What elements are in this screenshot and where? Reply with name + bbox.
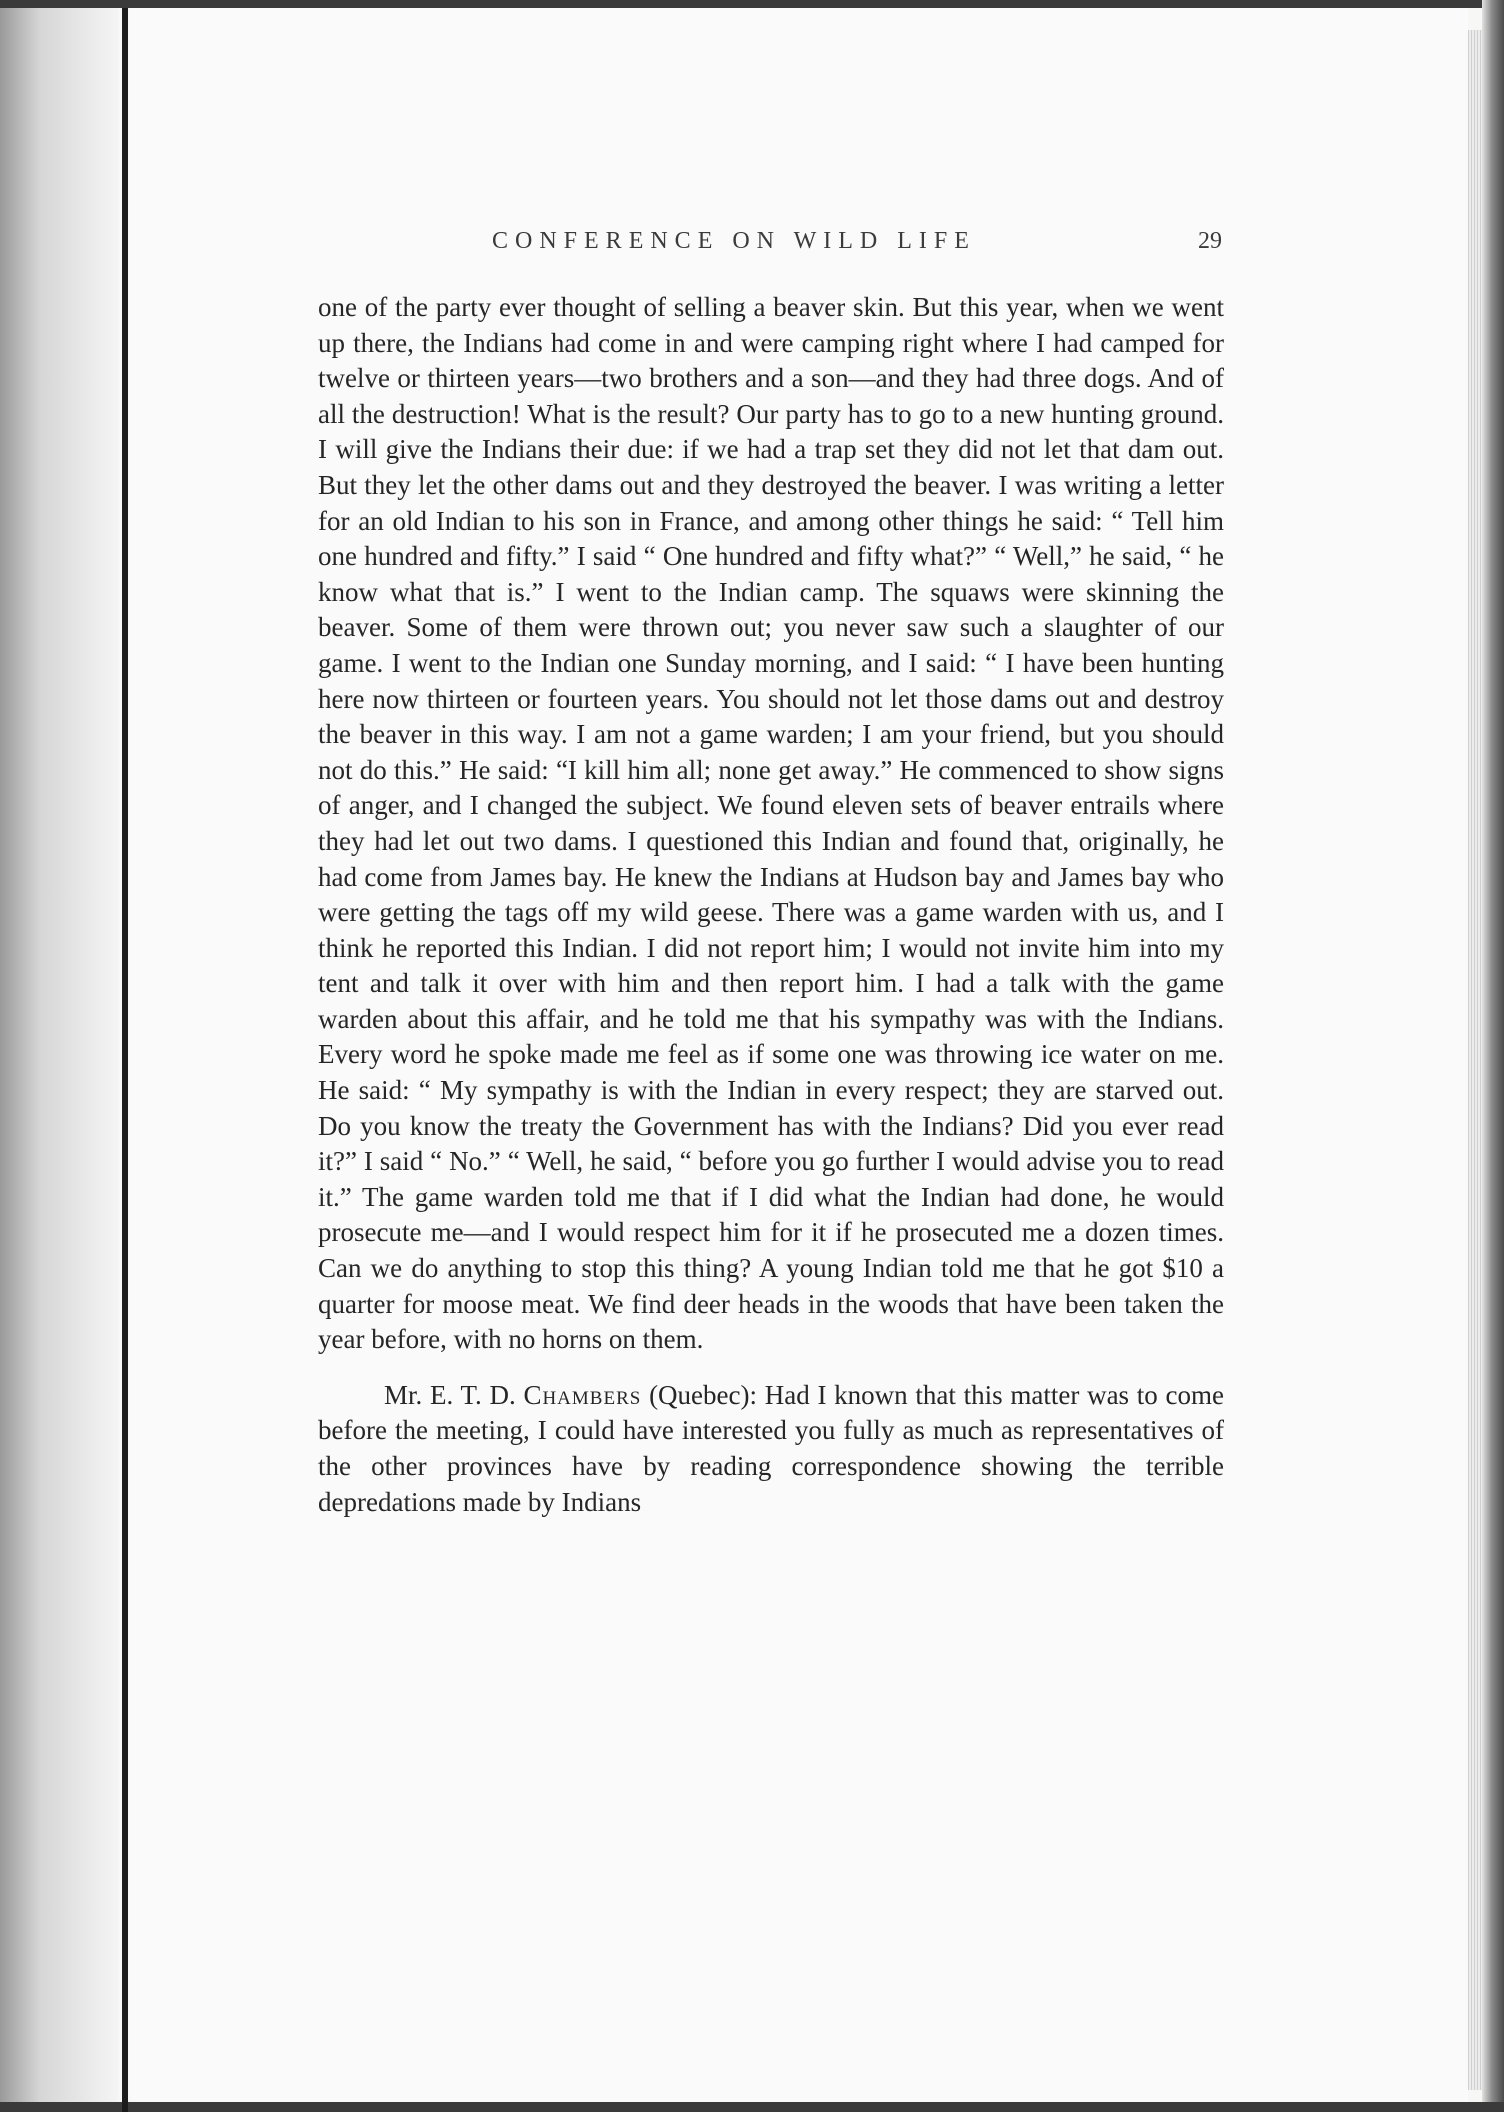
left-page-shadow — [0, 0, 118, 2112]
speaker-prefix: Mr. E. T. D. — [384, 1379, 524, 1410]
paragraph-2 — [318, 1378, 1224, 1520]
paragraph-2-text: (Quebec): Had I known that this matter was to come before the meeting, I could have interested you fully as much as representatives of the other provinces have by reading correspondence showing the terrible depredations made by Indians — [318, 1379, 1224, 1517]
right-scan-edge — [1482, 0, 1504, 2112]
page-body — [318, 290, 1224, 1520]
running-header: CONFERENCE ON WILD LIFE — [492, 228, 976, 254]
paragraph-1: one of the party ever thought of selling a beaver skin. But this year, when we went up there, the Indians had come in and were camping right where I had camped for twelve or thirteen years—two brothers and a son—and they had three dogs. And of all the destruction! What is the result? Our party has to go to a new hunting ground. I will give the Indians their due: if we had a trap set they did not let that dam out. But they let the other dams out and they destroyed the beaver. I was writing a letter for an old Indian to his son in France, and among other things he said: “ Tell him one hundred and fifty.” I said “ One hundred and fifty what?” “ Well,” he said, “ he know what that is.” I went to the Indian camp. The squaws were skinning the beaver. Some of them were thrown out; you never saw such a slaughter of our game. I went to the Indian one Sunday morning, and I said: “ I have been hunting here now thirteen or fourteen years. You should not let those dams out and destroy the beaver in this way. I am not a game warden; I am your friend, but you should not do this.” He said: “I kill him all; none get away.” He commenced to show signs of anger, and I changed the subject. We found eleven sets of beaver entrails where they had let out two dams. I questioned this Indian and found that, originally, he had come from James bay. He knew the Indians at Hudson bay and James bay who were getting the tags off my wild geese. There was a game warden with us, and I think he reported this Indian. I did not report him; I would not invite him into my tent and talk it over with him and then report him. I had a talk with the game warden about this affair, and he told me that his sympathy was with the Indians. Every word he spoke made me feel as if some one was throwing ice water on me. He said: “ My sympathy is with the Indian in every respect; they are starved out. Do you know the treaty the Government has with the Indians? Did you ever read it?” I said “ No.” “ Well, he said, “ before you go further I would advise you to read it.” The game warden told me that if I did what the Indian had done, he would prosecute me—and I would respect him for it if he prosecuted me a dozen times. Can we do anything to stop this thing? A young Indian told me that he got $10 a quarter for moose meat. We find deer heads in the woods that have been taken the year before, with no horns on them. — [318, 292, 1224, 1355]
top-scan-edge — [0, 0, 1504, 8]
book-page-edges — [1468, 30, 1482, 2090]
bottom-scan-edge — [0, 2102, 1504, 2112]
speaker-name: Chambers — [523, 1379, 642, 1410]
page-number: 29 — [1198, 228, 1222, 254]
book-spine — [122, 8, 128, 2112]
